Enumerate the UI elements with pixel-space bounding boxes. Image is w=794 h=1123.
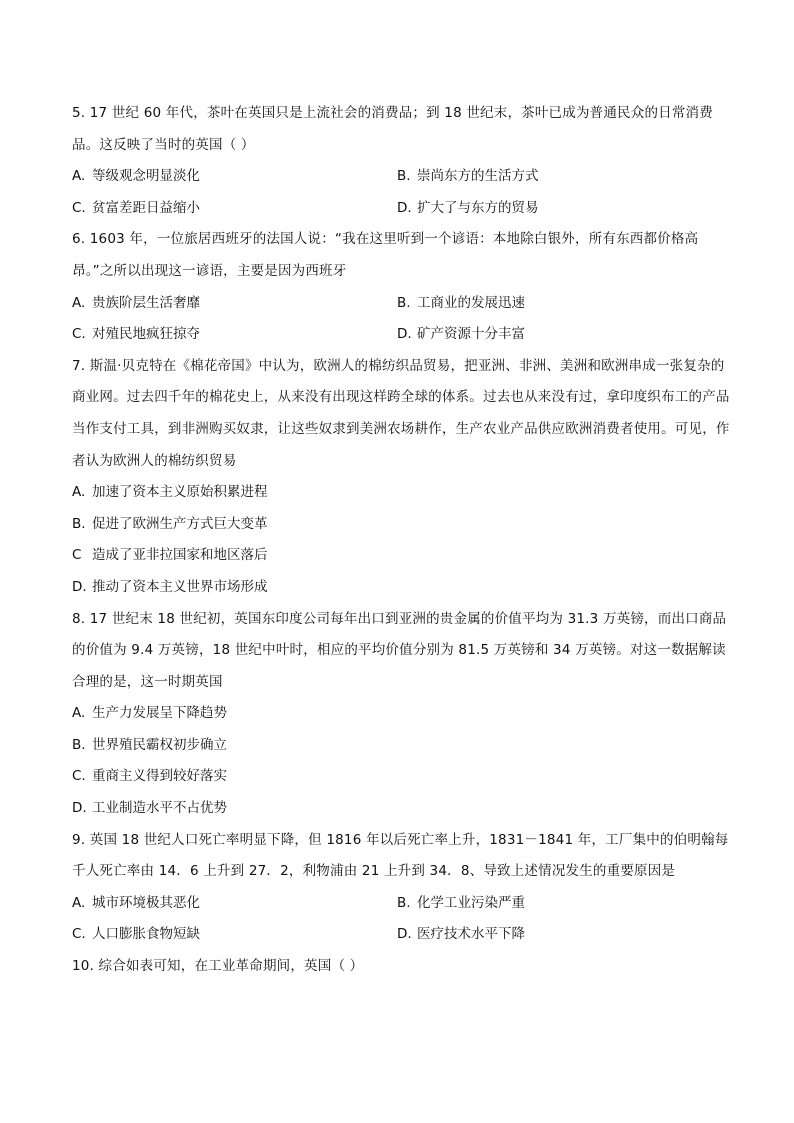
option-text: 人口膨胀食物短缺 xyxy=(92,926,200,943)
question-list xyxy=(72,98,732,983)
question-9 xyxy=(72,825,732,951)
option-text: 重商主义得到较好落实 xyxy=(92,768,227,785)
option-letter: A. xyxy=(72,894,86,911)
question-stem: 9. 英国 18 世纪人口死亡率明显下降，但 1816 年以后死亡率上升，1831－1841 年，工厂集中的伯明翰每千人死亡率由 14．6 上升到 27．2，利物浦由 21 上升到 34．8、导致上述情况发生的重要原因是 xyxy=(72,831,729,880)
option-a xyxy=(72,698,732,730)
option-text: 矿产资源十分丰富 xyxy=(417,326,525,343)
option-letter: A. xyxy=(72,484,86,501)
option-row xyxy=(72,161,732,193)
option-text: 贫富差距日益缩小 xyxy=(92,199,200,216)
option-letter: B. xyxy=(397,894,411,911)
question-stem: 10. 综合如表可知，在工业革命期间，英国（ ） xyxy=(72,958,364,975)
option-d xyxy=(72,572,732,604)
question-stem: 6. 1603 年，一位旅居西班牙的法国人说：“我在这里听到一个谚语：本地除白银外，所有东西都价格高昂。”之所以出现这一谚语，主要是因为西班牙 xyxy=(72,231,699,279)
option-text: 世界殖民霸权初步确立 xyxy=(92,736,227,753)
option-text: 化学工业污染严重 xyxy=(417,894,525,911)
option-row xyxy=(72,888,732,920)
option-text: 加速了资本主义原始积累进程 xyxy=(92,484,268,501)
question-6 xyxy=(72,224,732,350)
option-a xyxy=(72,888,397,920)
option-letter: C. xyxy=(72,199,86,216)
option-letter: C. xyxy=(72,326,86,343)
question-10 xyxy=(72,951,732,983)
option-letter: D. xyxy=(72,578,87,595)
option-text: 对殖民地疯狂掠夺 xyxy=(92,326,200,343)
option-letter: C. xyxy=(72,926,86,943)
option-d xyxy=(397,919,722,951)
option-a xyxy=(72,288,397,320)
option-text: 造成了亚非拉国家和地区落后 xyxy=(92,547,268,564)
option-letter: C xyxy=(72,547,82,564)
option-text: 生产力发展呈下降趋势 xyxy=(92,705,227,722)
option-c xyxy=(72,319,397,351)
option-text: 扩大了与东方的贸易 xyxy=(417,199,539,216)
option-letter: A. xyxy=(72,168,86,185)
option-text: 医疗技术水平下降 xyxy=(417,926,525,943)
option-a xyxy=(72,161,397,193)
option-text: 工商业的发展迅速 xyxy=(417,294,525,311)
option-letter: A. xyxy=(72,294,86,311)
option-text: 城市环境极其恶化 xyxy=(92,894,200,911)
option-letter: D. xyxy=(397,926,412,943)
question-stem: 7. 斯温·贝克特在《棉花帝国》中认为，欧洲人的棉纺织品贸易，把亚洲、非洲、美洲和欧洲串成一张复杂的商业网。过去四千年的棉花史上，从来没有出现这样跨全球的体系。过去也从来没有过，拿印度织布工的产品当作支付工具，到非洲购买奴隶，让这些奴隶到美洲农场耕作，生产农业产品供应欧洲消费者使用。可见，作者认为欧洲人的棉纺织贸易 xyxy=(72,357,730,469)
option-text: 崇尚东方的生活方式 xyxy=(417,168,539,185)
option-letter: B. xyxy=(397,294,411,311)
option-letter: D. xyxy=(397,326,412,343)
option-letter: B. xyxy=(397,168,411,185)
option-text: 推动了资本主义世界市场形成 xyxy=(92,578,268,595)
option-row xyxy=(72,288,732,320)
option-text: 贵族阶层生活奢靡 xyxy=(92,294,200,311)
option-letter: A. xyxy=(72,705,86,722)
option-c xyxy=(72,761,732,793)
question-8 xyxy=(72,604,732,825)
option-d xyxy=(72,793,732,825)
option-b xyxy=(72,509,732,541)
option-c xyxy=(72,540,732,572)
option-row xyxy=(72,919,732,951)
option-d xyxy=(397,319,722,351)
option-b xyxy=(397,161,722,193)
option-letter: D. xyxy=(72,800,87,817)
option-row xyxy=(72,193,732,225)
option-row xyxy=(72,319,732,351)
option-text: 等级观念明显淡化 xyxy=(92,168,200,185)
option-letter: D. xyxy=(397,199,412,216)
option-a xyxy=(72,477,732,509)
option-text: 促进了欧洲生产方式巨大变革 xyxy=(92,515,268,532)
option-letter: B. xyxy=(72,515,86,532)
question-stem: 8. 17 世纪末 18 世纪初，英国东印度公司每年出口到亚洲的贵金属的价值平均为 31.3 万英镑，而出口商品的价值为 9.4 万英镑，18 世纪中叶时，相应的平均价值分别为 81.5 万英镑和 34 万英镑。对这一数据解读合理的是，这一时期英国 xyxy=(72,610,727,690)
question-7 xyxy=(72,351,732,604)
option-text: 工业制造水平不占优势 xyxy=(92,800,227,817)
option-b xyxy=(397,288,722,320)
option-b xyxy=(72,730,732,762)
option-letter: C. xyxy=(72,768,86,785)
option-c xyxy=(72,919,397,951)
option-b xyxy=(397,888,722,920)
question-stem: 5. 17 世纪 60 年代，茶叶在英国只是上流社会的消费品；到 18 世纪末，茶叶已成为普通民众的日常消费品。这反映了当时的英国（ ） xyxy=(72,105,713,153)
option-c xyxy=(72,193,397,225)
option-letter: B. xyxy=(72,736,86,753)
option-d xyxy=(397,193,722,225)
question-5 xyxy=(72,98,732,224)
